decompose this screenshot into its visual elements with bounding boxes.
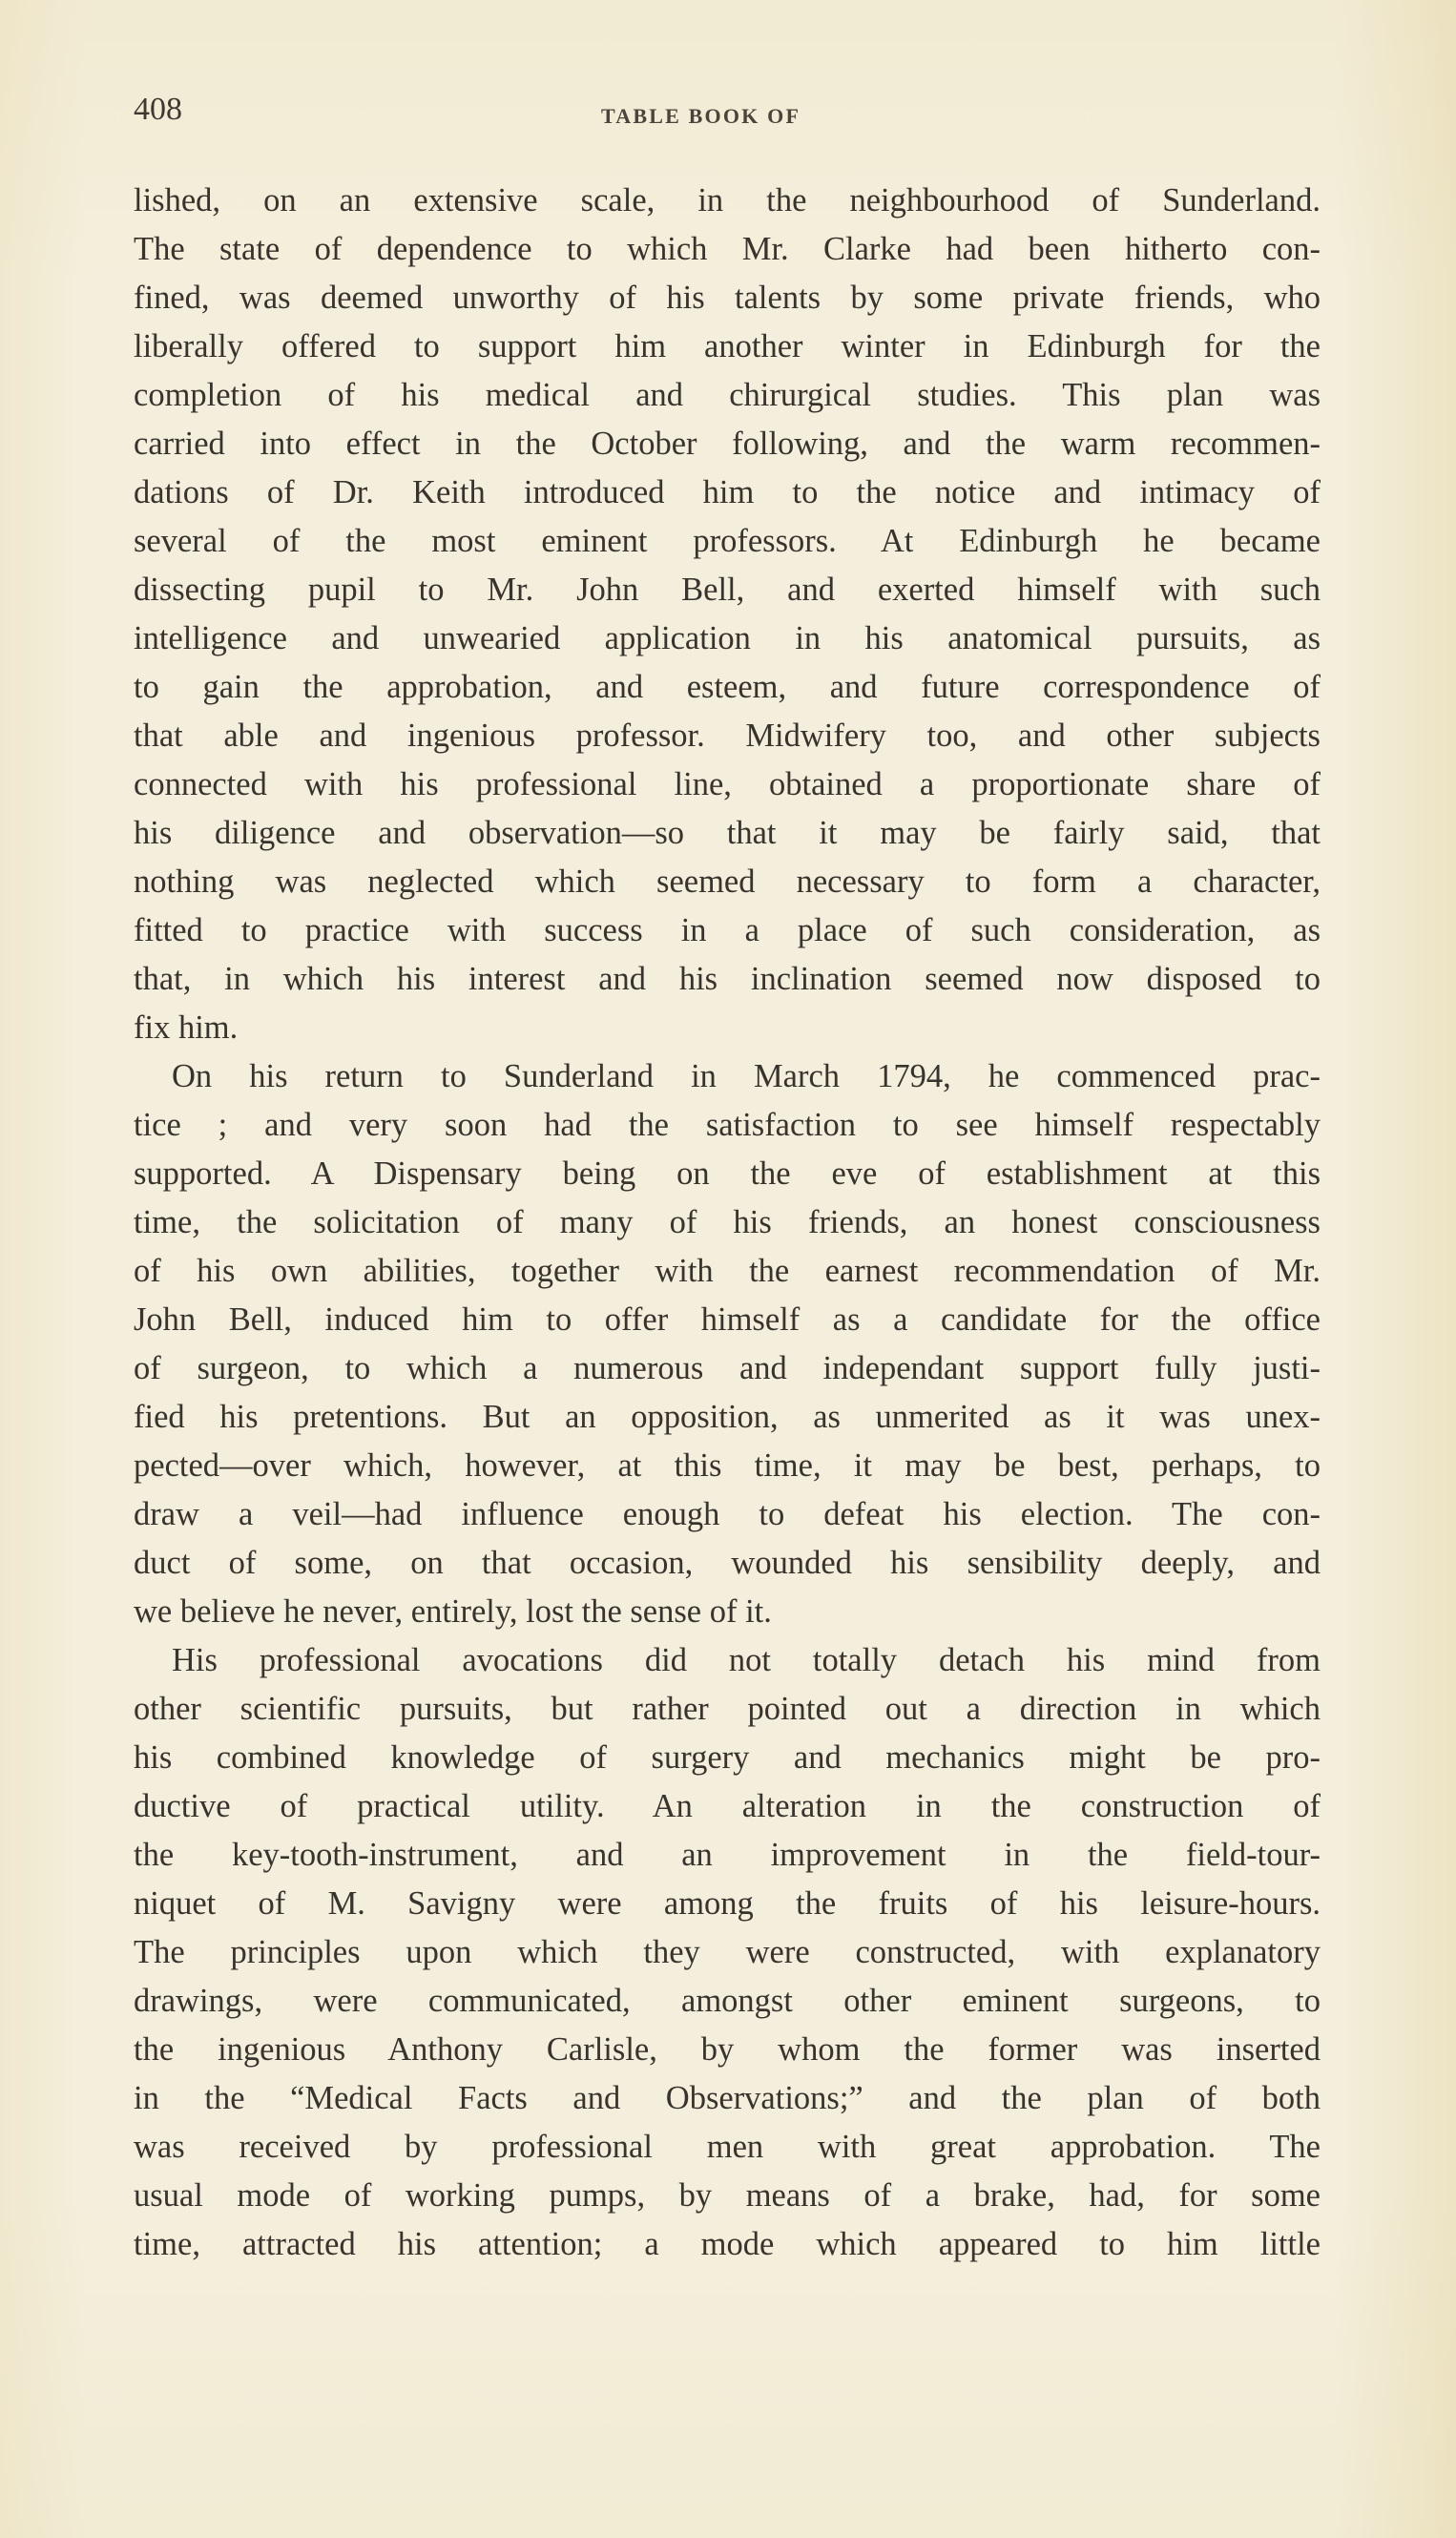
running-head xyxy=(134,91,1321,129)
text-line: usual mode of working pumps, by means of a brake, had, for some xyxy=(134,2177,1321,2214)
text-line: lished, on an extensive scale, in the neighbourhood of Sunderland. xyxy=(134,182,1321,218)
text-line: we believe he never, entirely, lost the sense of it. xyxy=(134,1593,772,1630)
text-line: His professional avocations did not totally detach his mind from xyxy=(172,1642,1321,1678)
text-line: that able and ingenious professor. Midwifery too, and other subjects xyxy=(134,718,1321,754)
text-line: liberally offered to support him another winter in Edinburgh for the xyxy=(134,328,1321,364)
text-line: niquet of M. Savigny were among the fruits of his leisure-hours. xyxy=(134,1885,1321,1922)
text-line: drawings, were communicated, amongst other eminent surgeons, to xyxy=(134,1983,1321,2019)
paragraph xyxy=(134,1055,1321,1639)
text-line: other scientific pursuits, but rather pointed out a direction in which xyxy=(134,1691,1321,1727)
text-line: of surgeon, to which a numerous and independant support fully justi- xyxy=(134,1350,1321,1386)
text-line: of his own abilities, together with the earnest recommendation of Mr. xyxy=(134,1253,1321,1289)
text-line: carried into effect in the October following, and the warm recommen- xyxy=(134,426,1321,462)
text-line: connected with his professional line, obtained a proportionate share of xyxy=(134,766,1321,802)
text-line: tice ; and very soon had the satisfaction to see himself respectably xyxy=(134,1107,1321,1143)
running-head-title: TABLE BOOK OF xyxy=(601,104,801,128)
page-number: 408 xyxy=(134,92,182,127)
text-line: the key-tooth-instrument, and an improvement in the field-tour- xyxy=(134,1837,1321,1873)
text-line: ductive of practical utility. An alteration in the construction of xyxy=(134,1788,1321,1824)
text-line: nothing was neglected which seemed necessary to form a character, xyxy=(134,863,1321,900)
text-line: that, in which his interest and his inclination seemed now disposed to xyxy=(134,961,1321,997)
text-line: was received by professional men with great approbation. The xyxy=(134,2129,1321,2165)
text-line: the ingenious Anthony Carlisle, by whom the former was inserted xyxy=(134,2031,1321,2068)
text-line: several of the most eminent professors. At Edinburgh he became xyxy=(134,523,1321,559)
body-text xyxy=(134,179,1321,2272)
text-line: to gain the approbation, and esteem, and future correspondence of xyxy=(134,669,1321,705)
text-line: fied his pretentions. But an opposition, as unmerited as it was unex- xyxy=(134,1399,1321,1435)
text-line: intelligence and unwearied application in his anatomical pursuits, as xyxy=(134,620,1321,656)
text-line: completion of his medical and chirurgical studies. This plan was xyxy=(134,377,1321,413)
text-line: The principles upon which they were constructed, with explanatory xyxy=(134,1934,1321,1970)
paragraph xyxy=(134,179,1321,1055)
text-line: dissecting pupil to Mr. John Bell, and exerted himself with such xyxy=(134,572,1321,608)
text-line: time, the solicitation of many of his friends, an honest consciousness xyxy=(134,1204,1321,1240)
text-line: The state of dependence to which Mr. Clarke had been hitherto con- xyxy=(134,231,1321,267)
paragraph xyxy=(134,1639,1321,2272)
text-line: his diligence and observation—so that it may be fairly said, that xyxy=(134,815,1321,851)
text-line: dations of Dr. Keith introduced him to the notice and intimacy of xyxy=(134,474,1321,510)
text-line: supported. A Dispensary being on the eve of establishment at this xyxy=(134,1155,1321,1192)
text-line: his combined knowledge of surgery and mechanics might be pro- xyxy=(134,1739,1321,1776)
text-line: in the “Medical Facts and Observations;” and the plan of both xyxy=(134,2080,1321,2116)
text-line: duct of some, on that occasion, wounded his sensibility deeply, and xyxy=(134,1545,1321,1581)
text-line: fix him. xyxy=(134,1009,239,1046)
text-line: pected—over which, however, at this time, it may be best, perhaps, to xyxy=(134,1447,1321,1484)
text-line: time, attracted his attention; a mode which appeared to him little xyxy=(134,2226,1321,2262)
text-line: fined, was deemed unworthy of his talents by some private friends, who xyxy=(134,280,1321,316)
text-line: John Bell, induced him to offer himself as a candidate for the office xyxy=(134,1301,1321,1338)
text-line: draw a veil—had influence enough to defeat his election. The con- xyxy=(134,1496,1321,1532)
text-line: fitted to practice with success in a place of such consideration, as xyxy=(134,912,1321,948)
text-line: On his return to Sunderland in March 1794, he commenced prac- xyxy=(172,1058,1321,1094)
